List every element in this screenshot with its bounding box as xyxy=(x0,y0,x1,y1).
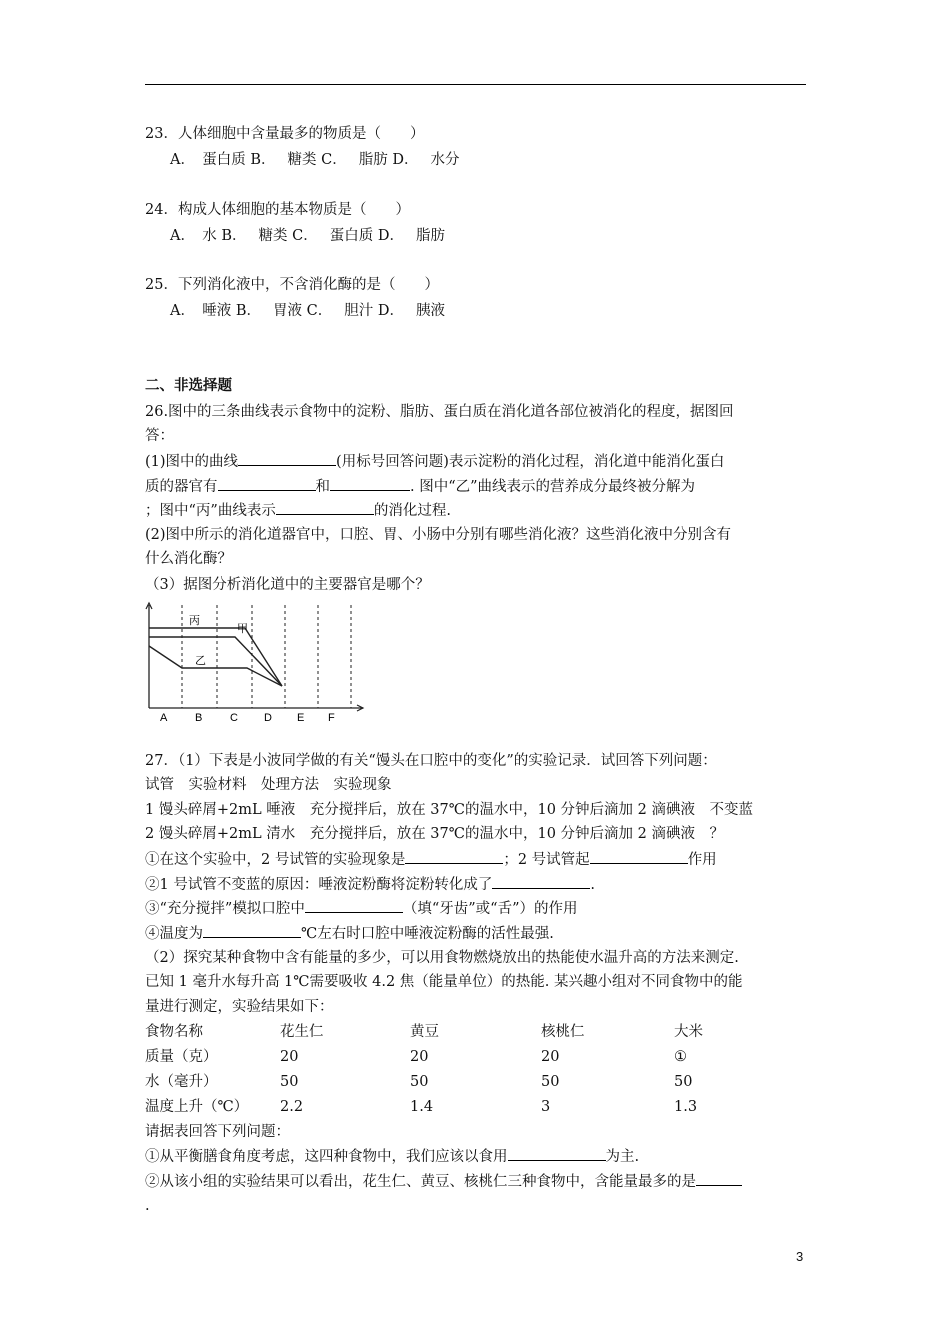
q23-option-a: A． 蛋白质 B． xyxy=(170,152,276,168)
text: ③“充分搅拌”模拟口腔中 xyxy=(145,901,305,917)
table-cell: 50 xyxy=(674,1074,693,1090)
answer-blank[interactable] xyxy=(492,874,590,889)
table-cell: 50 xyxy=(410,1074,429,1090)
text: ②从该小组的实验结果可以看出，花生仁、黄豆、核桃仁三种食物中，含能量最多的是 xyxy=(145,1174,696,1190)
curve-jia xyxy=(149,637,282,686)
table-cell: ① xyxy=(674,1049,687,1065)
q26-part1-line1 xyxy=(145,451,724,472)
q25-options xyxy=(170,301,457,321)
q23-option-b: 糖类 C． xyxy=(287,152,347,168)
answer-blank[interactable] xyxy=(508,1146,606,1161)
q27-table1-row1: 1 馒头碎屑+2mL 唾液 充分搅拌后，放在 37℃的温水中，10 分钟后滴加 2 滴碘液 不变蓝 xyxy=(145,802,753,818)
text: 为主. xyxy=(605,1149,640,1165)
q27-answer2-end: . xyxy=(145,1198,150,1214)
q24-option-d: 脂肪 xyxy=(415,228,445,244)
table-cell: 水（毫升） xyxy=(145,1074,218,1090)
table-cell: 50 xyxy=(541,1074,560,1090)
q26-part1-line3 xyxy=(145,500,451,521)
text: . xyxy=(590,877,595,893)
q25-option-c: 胆汁 D． xyxy=(344,303,404,319)
q27-table1-header: 试管 实验材料 处理方法 实验现象 xyxy=(145,777,392,793)
q27-sub2 xyxy=(145,874,595,895)
x-tick-c: C xyxy=(230,712,238,724)
q25-option-d: 胰液 xyxy=(415,303,445,319)
q27-sub1 xyxy=(145,849,717,870)
q26-part2-line1: (2)图中所示的消化道器官中，口腔、胃、小肠中分别有哪些消化液？这些消化液中分别含有 xyxy=(145,527,732,543)
q25-stem: 25．下列消化液中，不含消化酶的是（ ） xyxy=(145,277,439,293)
q27-part2-line2: 已知 1 毫升水每升高 1℃需要吸收 4.2 焦（能量单位）的热能. 某兴趣小组对不同食物中的能 xyxy=(145,974,743,990)
answer-blank[interactable] xyxy=(203,923,301,938)
q27-table1-row2: 2 馒头碎屑+2mL 清水 充分搅拌后，放在 37℃的温水中，10 分钟后滴加 2 滴碘液 ？ xyxy=(145,826,724,842)
x-tick-d: D xyxy=(264,712,272,724)
label-jia: 甲 xyxy=(237,623,248,635)
text: ℃左右时口腔中唾液淀粉酶的活性最强. xyxy=(301,926,554,942)
q24-option-c: 蛋白质 D． xyxy=(329,228,404,244)
table-cell: 花生仁 xyxy=(280,1024,324,1040)
table-cell: 核桃仁 xyxy=(541,1024,585,1040)
text: ②1 号试管不变蓝的原因：唾液淀粉酶将淀粉转化成了 xyxy=(145,877,493,893)
q27-part2-line3: 量进行测定，实验结果如下： xyxy=(145,999,334,1015)
q25-option-a: A． 唾液 B． xyxy=(170,303,261,319)
table-cell: 20 xyxy=(280,1049,299,1065)
table-cell: 黄豆 xyxy=(410,1024,439,1040)
header-rule xyxy=(145,84,806,85)
table-cell: 质量（克） xyxy=(145,1049,218,1065)
label-bing: 丙 xyxy=(189,615,200,627)
answer-blank[interactable] xyxy=(218,476,316,491)
q24-option-b: 糖类 C． xyxy=(258,228,318,244)
q26-part2-line2: 什么消化酶？ xyxy=(145,551,232,567)
q23-stem: 23．人体细胞中含量最多的物质是（ ） xyxy=(145,126,425,142)
q23-option-d: 水分 xyxy=(430,152,460,168)
table-cell: 1.4 xyxy=(410,1099,434,1115)
answer-blank[interactable] xyxy=(330,476,410,491)
answer-blank[interactable] xyxy=(405,849,503,864)
x-tick-f: F xyxy=(328,712,335,724)
q24-stem: 24．构成人体细胞的基本物质是（ ） xyxy=(145,202,410,218)
text: (用标号回答问题)表示淀粉的消化过程，消化道中能消化蛋白 xyxy=(336,454,725,470)
table-cell: 2.2 xyxy=(280,1099,304,1115)
table-cell: 20 xyxy=(410,1049,429,1065)
text: （填“牙齿”或“舌”）的作用 xyxy=(402,901,578,917)
q23-option-c: 脂肪 D． xyxy=(358,152,419,168)
q26-intro-line1: 26.图中的三条曲线表示食物中的淀粉、脂肪、蛋白质在消化道各部位被消化的程度，据图回 xyxy=(145,404,734,420)
table-cell: 3 xyxy=(541,1099,551,1115)
text: ①从平衡膳食角度考虑，这四种食物中，我们应该以食用 xyxy=(145,1149,508,1165)
page-number: 3 xyxy=(796,1249,804,1264)
answer-blank[interactable] xyxy=(276,500,374,515)
q26-intro-line2: 答： xyxy=(145,428,174,444)
text: . 图中“乙”曲线表示的营养成分最终被分解为 xyxy=(410,479,696,495)
table-cell: 大米 xyxy=(674,1024,703,1040)
q27-sub3 xyxy=(145,898,577,919)
answer-blank[interactable] xyxy=(590,849,688,864)
text: ；2 号试管起 xyxy=(503,852,590,868)
section-title: 二、非选择题 xyxy=(145,377,232,394)
x-tick-b: B xyxy=(195,712,203,724)
table-cell: 20 xyxy=(541,1049,560,1065)
q27-part2-line1: （2）探究某种食物中含有能量的多少，可以用食物燃烧放出的热能使水温升高的方法来测定. xyxy=(145,950,739,966)
text: ；图中“丙”曲线表示 xyxy=(145,503,276,519)
table-cell: 温度上升（℃） xyxy=(145,1099,249,1115)
text: 作用 xyxy=(687,852,717,868)
q25-option-b: 胃液 C． xyxy=(273,303,333,319)
q27-answer1 xyxy=(145,1146,639,1167)
text: 的消化过程. xyxy=(373,503,451,519)
q26-part3: （3）据图分析消化道中的主要器官是哪个？ xyxy=(145,577,430,593)
q27-sub4 xyxy=(145,923,554,944)
answer-blank[interactable] xyxy=(238,451,336,466)
q26-part1-line2 xyxy=(145,476,695,497)
q27-answer2 xyxy=(145,1171,742,1192)
q27-intro: 27．（1）下表是小波同学做的有关“馒头在口腔中的变化”的实验记录．试回答下列问题： xyxy=(145,753,717,769)
text: 质的器官有 xyxy=(145,479,218,495)
table-cell: 50 xyxy=(280,1074,299,1090)
table-cell: 1.3 xyxy=(674,1099,698,1115)
answer-blank[interactable] xyxy=(696,1171,742,1186)
text: (1)图中的曲线 xyxy=(145,454,239,470)
q24-option-a: A． 水 B． xyxy=(170,228,247,244)
label-yi: 乙 xyxy=(195,655,206,667)
q23-options xyxy=(170,150,471,170)
text: 和 xyxy=(315,479,330,495)
text: ④温度为 xyxy=(145,926,203,942)
x-tick-a: A xyxy=(160,712,168,724)
digestion-graph xyxy=(145,600,370,724)
text: ①在这个实验中，2 号试管的实验现象是 xyxy=(145,852,406,868)
answer-blank[interactable] xyxy=(305,898,403,913)
q27-ask: 请据表回答下列问题： xyxy=(145,1124,290,1140)
table-cell: 食物名称 xyxy=(145,1024,203,1040)
q24-options xyxy=(170,226,457,246)
x-tick-e: E xyxy=(297,712,305,724)
